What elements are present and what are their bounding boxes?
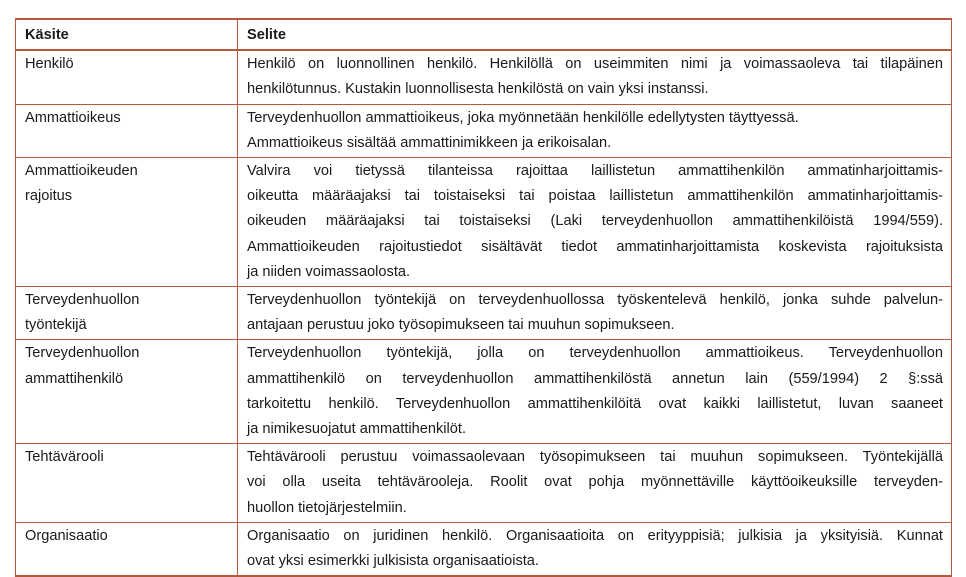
description-line: huollon tietojärjestelmiin. xyxy=(247,499,407,516)
description-line: tarkoitettu henkilö. Terveydenhuollon ammattihenkilöitä ovat kaikki laillistetut, luvan saaneet xyxy=(247,395,943,412)
description-line: ovat yksi esimerkki julkisista organisaatioista. xyxy=(247,553,539,570)
term-line: Terveydenhuollon xyxy=(25,292,140,309)
description-line: ja nimikesuojatut ammattihenkilöt. xyxy=(247,421,467,438)
description-cell xyxy=(238,522,952,576)
table-body xyxy=(16,50,952,576)
description-line: Terveydenhuollon työntekijä, jolla on terveydenhuollon ammattioikeus. Terveydenhuollon xyxy=(247,345,943,362)
description-line: Tehtävärooli perustuu voimassaolevaan työsopimukseen tai muuhun sopimukseen. Työntekijällä xyxy=(247,449,943,466)
description-line: ja niiden voimassaolosta. xyxy=(247,263,411,280)
term-cell xyxy=(16,522,238,576)
term-line: Henkilö xyxy=(25,56,74,73)
description-line: oikeuden määräajaksi tai toistaiseksi (Laki terveydenhuollon ammattihenkilöistä 1994/559). xyxy=(247,213,943,230)
table-row xyxy=(16,287,952,340)
description-cell xyxy=(238,158,952,287)
term-line: Organisaatio xyxy=(25,527,108,544)
description-line: Ammattioikeuden rajoitustiedot sisältävät tiedot ammatinharjoittamista koskevista rajoituksista xyxy=(247,238,943,255)
term-cell xyxy=(16,104,238,157)
table-row xyxy=(16,522,952,576)
description-line: ammattihenkilö on terveydenhuollon ammattihenkilöstä annetun lain (559/1994) 2 §:ssä xyxy=(247,370,943,387)
table-header xyxy=(16,19,952,50)
term-cell xyxy=(16,287,238,340)
table-row xyxy=(16,158,952,287)
description-line: voi olla useita tehtävärooleja. Roolit ovat pohja myönnettäville käyttöoikeuksille terveyden- xyxy=(247,474,943,491)
table-row xyxy=(16,104,952,157)
description-line: Ammattioikeus sisältää ammattinimikkeen ja erikoisalan. xyxy=(247,134,612,151)
description-line: Valvira voi tietyssä tilanteissa rajoittaa laillistetun ammattihenkilön ammatinharjoittamis- xyxy=(247,163,943,180)
term-line: työntekijä xyxy=(25,317,87,334)
description-cell xyxy=(238,104,952,157)
description-line: Organisaatio on juridinen henkilö. Organisaatioita on erityyppisiä; julkisia ja yksityisiä. Kunnat xyxy=(247,527,943,544)
column-header-term: Käsite xyxy=(16,19,238,50)
description-cell xyxy=(238,444,952,523)
term-line: Ammattioikeus xyxy=(25,109,121,126)
term-cell xyxy=(16,50,238,104)
description-line: Terveydenhuollon työntekijä on terveydenhuollossa työskentelevä henkilö, jonka suhde palvelun- xyxy=(247,292,943,309)
term-cell xyxy=(16,444,238,523)
description-line: Terveydenhuollon ammattioikeus, joka myönnetään henkilölle edellytysten täyttyessä. xyxy=(247,109,799,126)
table-row xyxy=(16,50,952,104)
term-cell xyxy=(16,340,238,444)
column-header-description: Selite xyxy=(238,19,952,50)
description-line: henkilötunnus. Kustakin luonnollisesta henkilöstä on vain yksi instanssi. xyxy=(247,81,709,98)
glossary-table xyxy=(15,18,952,577)
description-cell xyxy=(238,50,952,104)
term-cell xyxy=(16,158,238,287)
description-cell xyxy=(238,287,952,340)
description-line: Henkilö on luonnollinen henkilö. Henkilöllä on useimmiten nimi ja voimassaoleva tai tilapäinen xyxy=(247,56,943,73)
description-line: oikeutta määräajaksi tai toistaiseksi tai poistaa laillistetun ammattihenkilön ammatinharjoittamis- xyxy=(247,188,943,205)
term-line: Terveydenhuollon xyxy=(25,345,140,362)
term-line: ammattihenkilö xyxy=(25,370,124,387)
description-line: antajaan perustuu joko työsopimukseen tai muuhun sopimukseen. xyxy=(247,317,675,334)
term-line: Ammattioikeuden xyxy=(25,163,138,180)
table-row xyxy=(16,340,952,444)
description-cell xyxy=(238,340,952,444)
term-line: rajoitus xyxy=(25,188,73,205)
header-row xyxy=(16,19,952,50)
table-row xyxy=(16,444,952,523)
term-line: Tehtävärooli xyxy=(25,449,104,466)
